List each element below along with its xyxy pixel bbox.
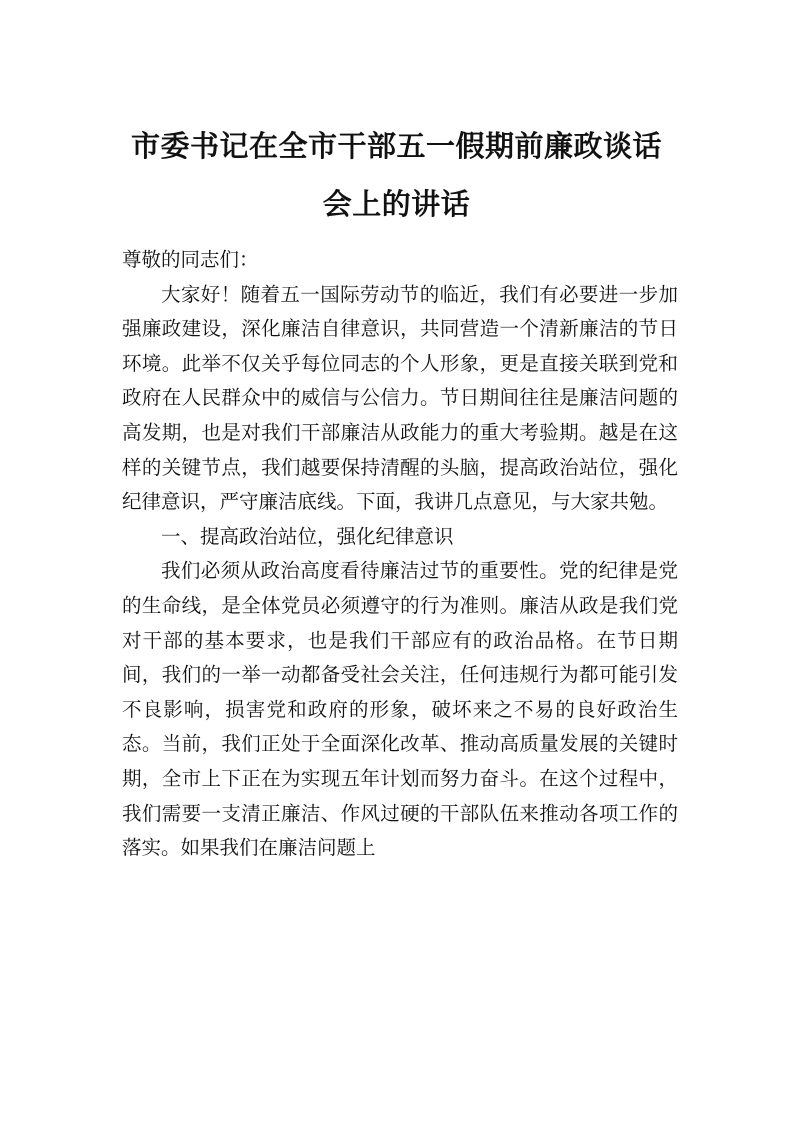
section-heading-1: 一、提高政治站位，强化纪律意识: [161, 524, 454, 548]
document-title: [120, 117, 673, 233]
paragraph-section-1: 我们必须从政治高度看待廉洁过节的重要性。党的纪律是党的生命线，是全体党员必须遵守的行为准则。廉洁从政是我们党对干部的基本要求，也是我们干部应有的政治品格。在节日期间，我们的一举一动都备受社会关注，任何违规行为都可能引发不良影响，损害党和政府的形象，破坏来之不易的良好政治生态。当前，我们正处于全面深化改革、推动高质量发展的关键时期，全市上下正在为实现五年计划而努力奋斗。在这个过程中，我们需要一支清正廉洁、作风过硬的干部队伍来推动各项工作的落实。如果我们在廉洁问题上: [122, 559, 678, 860]
title-line-2: 会上的讲话: [322, 187, 471, 221]
document-body: [122, 243, 678, 866]
title-line-1: 市委书记在全市干部五一假期前廉政谈话: [130, 129, 662, 163]
paragraph-opening: 大家好！随着五一国际劳动节的临近，我们有必要进一步加强廉政建设，深化廉洁自律意识，共同营造一个清新廉洁的节日环境。此举不仅关乎每位同志的个人形象，更是直接关联到党和政府在人民群众中的威信与公信力。节日期间往往是廉洁问题的高发期，也是对我们干部廉洁从政能力的重大考验期。越是在这样的关键节点，我们越要保持清醒的头脑，提高政治站位，强化纪律意识，严守廉洁底线。下面，我讲几点意见，与大家共勉。: [122, 282, 678, 514]
salutation: 尊敬的同志们：: [122, 248, 259, 271]
